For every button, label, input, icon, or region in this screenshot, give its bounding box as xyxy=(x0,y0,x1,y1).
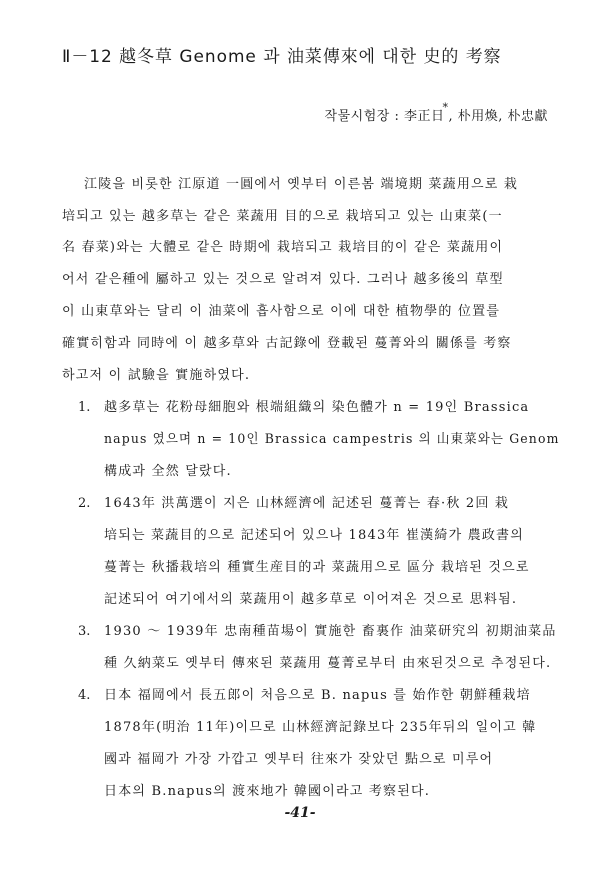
finding-line: 種 久納菜도 옛부터 傳來된 菜蔬用 蔓菁로부터 由來된것으로 추정된다. xyxy=(104,656,552,671)
intro-line: 이 山東草와는 달리 이 油菜에 흡사함으로 이에 대한 植物學的 位置를 xyxy=(62,304,501,319)
intro-line: 江陵을 비롯한 江原道 一圓에서 옛부터 이른봄 端境期 菜蔬用으로 栽 xyxy=(84,177,519,192)
author-affiliation: 작물시험장 : 李正日 xyxy=(324,109,445,124)
finding-number: 4. xyxy=(78,688,91,703)
finding-line: 培되는 菜蔬目的으로 記述되어 있으나 1843年 崔漢綺가 農政書의 xyxy=(104,528,525,543)
finding-line: 越多草는 花粉母細胞와 根端組織의 染色體가 n = 19인 Brassica xyxy=(104,400,530,415)
finding-line: napus 였으며 n = 10인 Brassica campestris 의 山東菜와는 Genom xyxy=(104,432,560,447)
finding-number: 3. xyxy=(78,624,91,639)
corresponding-author-mark: * xyxy=(442,101,449,114)
intro-line: 어서 같은種에 屬하고 있는 것으로 알려져 있다. 그러나 越多後의 草型 xyxy=(62,272,504,287)
finding-line: 1878年(明治 11年)이므로 山林經濟記錄보다 235年뒤의 일이고 韓 xyxy=(104,720,537,735)
finding-line: 日本의 B.napus의 渡來地가 韓國이라고 考察된다. xyxy=(104,784,431,799)
intro-line: 培되고 있는 越多草는 같은 菜蔬用 目的으로 栽培되고 있는 山東菜(一 xyxy=(62,209,503,224)
author-line xyxy=(324,101,548,124)
page-number: -41- xyxy=(284,805,316,821)
paper-title: Ⅱ－12 越冬草 Genome 과 油菜傳來에 대한 史的 考察 xyxy=(62,47,502,67)
finding-line: 1930 ～ 1939年 忠南種苗場이 實施한 畜裏作 油菜研究의 初期油菜品 xyxy=(104,624,557,639)
finding-line: 蔓菁는 秋播栽培의 種實生産目的과 菜蔬用으로 區分 栽培된 것으로 xyxy=(104,560,530,575)
finding-line: 國과 福岡가 가장 가깝고 옛부터 往來가 잦았던 點으로 미루어 xyxy=(104,752,494,767)
finding-line: 日本 福岡에서 長五郎이 처음으로 B. napus 를 始作한 朝鮮種栽培 xyxy=(104,688,531,703)
intro-line: 確實히함과 同時에 이 越多草와 古記錄에 登載된 蔓菁와의 關係를 考察 xyxy=(62,336,512,351)
finding-line: 記述되어 여기에서의 菜蔬用이 越多草로 이어져온 것으로 思料됨. xyxy=(104,592,518,607)
intro-line: 하고저 이 試驗을 實施하였다. xyxy=(62,368,251,383)
finding-number: 2. xyxy=(78,496,91,511)
finding-number: 1. xyxy=(78,400,91,415)
finding-line: 構成과 全然 달랐다. xyxy=(104,464,232,479)
intro-line: 名 春菜)와는 大體로 같은 時期에 栽培되고 栽培目的이 같은 菜蔬用이 xyxy=(62,240,504,255)
finding-line: 1643年 洪萬選이 지은 山林經濟에 記述된 蔓菁는 春·秋 2回 栽 xyxy=(104,496,510,511)
co-authors: , 朴用煥, 朴忠獻 xyxy=(448,109,548,124)
